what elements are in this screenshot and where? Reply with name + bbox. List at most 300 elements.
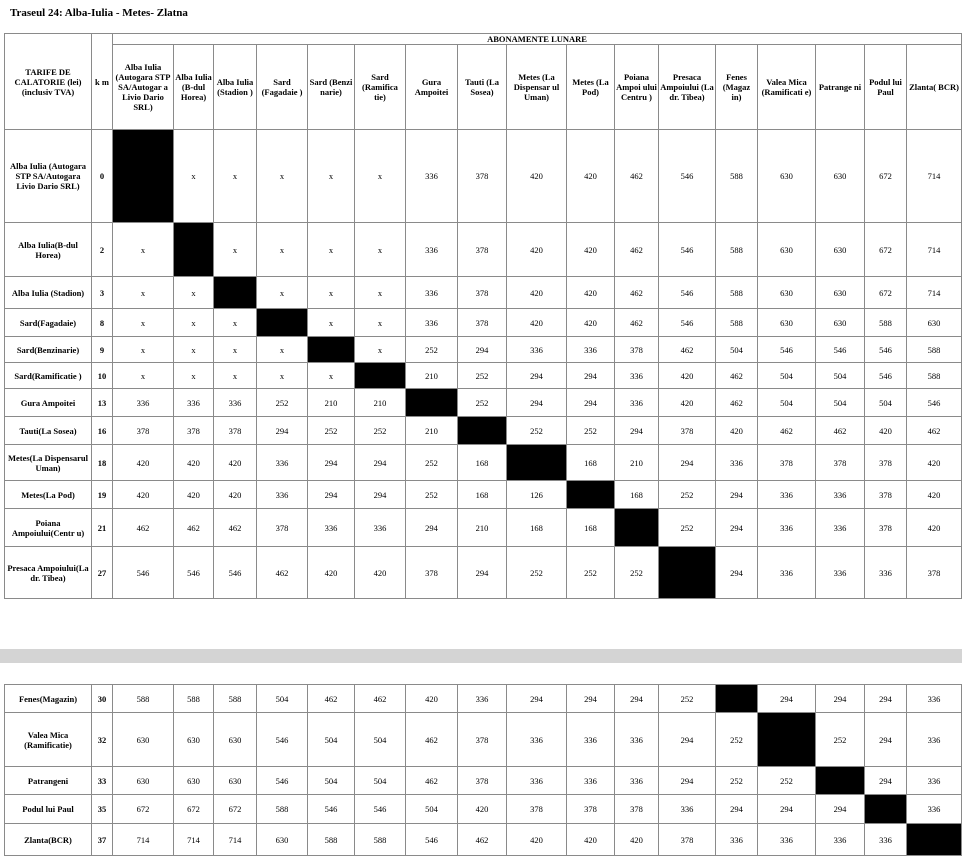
km-value: 9 — [92, 337, 113, 363]
fare-cell: x — [174, 130, 214, 223]
fare-cell: 294 — [816, 795, 865, 824]
fare-cell: 504 — [716, 337, 758, 363]
fare-cell: 378 — [865, 481, 907, 509]
fare-cell: 378 — [406, 547, 458, 599]
fare-cell: 546 — [659, 309, 716, 337]
fare-cell: 252 — [406, 481, 458, 509]
fare-cell: 126 — [507, 481, 567, 509]
stop-header-0: Alba Iulia (Autogara STP SA/Autogar a Livio Dario SRL) — [113, 45, 174, 130]
diagonal-blank-cell — [406, 389, 458, 417]
km-value: 33 — [92, 767, 113, 795]
fare-cell: 504 — [406, 795, 458, 824]
fare-cell: 378 — [458, 713, 507, 767]
fare-cell: x — [355, 277, 406, 309]
fare-cell: 462 — [615, 130, 659, 223]
fare-cell: x — [355, 337, 406, 363]
fare-cell: 420 — [507, 277, 567, 309]
fare-cell: 630 — [758, 309, 816, 337]
fare-cell: 294 — [355, 481, 406, 509]
km-value: 16 — [92, 417, 113, 445]
fare-cell: 378 — [758, 445, 816, 481]
fare-cell: 420 — [865, 417, 907, 445]
fare-cell: 462 — [615, 277, 659, 309]
fare-cell: 336 — [615, 767, 659, 795]
fare-cell: 546 — [406, 824, 458, 856]
fare-cell: 630 — [816, 130, 865, 223]
fare-cell: 378 — [865, 445, 907, 481]
table-row — [5, 824, 962, 856]
fare-cell: 378 — [816, 445, 865, 481]
fare-cell: 252 — [716, 713, 758, 767]
fare-cell: 546 — [907, 389, 962, 417]
fare-cell: 336 — [406, 277, 458, 309]
fare-cell: 462 — [758, 417, 816, 445]
stop-header-4: Sard (Benzi narie) — [308, 45, 355, 130]
fare-cell: 378 — [458, 223, 507, 277]
fare-cell: 420 — [567, 824, 615, 856]
fare-cell: x — [257, 337, 308, 363]
fare-cell: 336 — [308, 509, 355, 547]
diagonal-blank-cell — [758, 713, 816, 767]
fare-cell: 336 — [174, 389, 214, 417]
fare-cell: x — [214, 363, 257, 389]
fare-cell: 504 — [257, 685, 308, 713]
fare-cell: 420 — [907, 481, 962, 509]
fare-cell: 378 — [174, 417, 214, 445]
stop-header-3: Sard (Fagadaie ) — [257, 45, 308, 130]
stop-header-12: Fenes (Magaz in) — [716, 45, 758, 130]
km-value: 21 — [92, 509, 113, 547]
fare-cell: 588 — [907, 363, 962, 389]
fare-cell: 210 — [615, 445, 659, 481]
fare-cell: 462 — [214, 509, 257, 547]
fare-cell: 378 — [865, 509, 907, 547]
fare-cell: 336 — [507, 713, 567, 767]
table-row — [5, 337, 962, 363]
fare-cell: 294 — [567, 389, 615, 417]
fare-table-part-2 — [4, 684, 962, 856]
fare-cell: 336 — [567, 713, 615, 767]
fare-cell: 546 — [659, 130, 716, 223]
fare-cell: 420 — [174, 481, 214, 509]
diagonal-blank-cell — [174, 223, 214, 277]
fare-cell: 420 — [507, 223, 567, 277]
fare-cell: 420 — [308, 547, 355, 599]
fare-cell: 588 — [174, 685, 214, 713]
fare-cell: 168 — [458, 481, 507, 509]
fare-cell: 588 — [907, 337, 962, 363]
fare-cell: 546 — [257, 713, 308, 767]
fare-cell: 294 — [659, 713, 716, 767]
table-row — [5, 277, 962, 309]
fare-cell: 294 — [355, 445, 406, 481]
fare-cell: x — [308, 130, 355, 223]
fare-cell: 378 — [257, 509, 308, 547]
fare-cell: 462 — [406, 767, 458, 795]
fare-cell: 336 — [816, 509, 865, 547]
fare-cell: 336 — [113, 389, 174, 417]
stop-header-7: Tauti (La Sosea) — [458, 45, 507, 130]
fare-cell: 168 — [507, 509, 567, 547]
station-name: Gura Ampoitei — [5, 389, 92, 417]
fare-cell: 504 — [865, 389, 907, 417]
stop-header-row — [5, 45, 962, 130]
fare-cell: 546 — [257, 767, 308, 795]
fare-cell: 630 — [816, 277, 865, 309]
fare-cell: 252 — [659, 509, 716, 547]
fare-cell: 714 — [907, 223, 962, 277]
fare-cell: 294 — [758, 795, 816, 824]
fare-cell: 672 — [865, 277, 907, 309]
fare-cell: 252 — [308, 417, 355, 445]
fare-cell: 672 — [214, 795, 257, 824]
km-value: 8 — [92, 309, 113, 337]
fare-cell: x — [308, 309, 355, 337]
fare-cell: 378 — [458, 277, 507, 309]
fare-cell: x — [174, 337, 214, 363]
fare-cell: 294 — [507, 389, 567, 417]
fare-cell: 420 — [716, 417, 758, 445]
fare-cell: 630 — [758, 223, 816, 277]
diagonal-blank-cell — [907, 824, 962, 856]
station-name: Metes(La Dispensarul Uman) — [5, 445, 92, 481]
fare-cell: 378 — [659, 417, 716, 445]
fare-cell: 336 — [257, 481, 308, 509]
fare-cell: 252 — [816, 713, 865, 767]
monthly-passes-header: ABONAMENTE LUNARE — [113, 34, 962, 45]
fare-cell: 378 — [567, 795, 615, 824]
fare-cell: 336 — [816, 824, 865, 856]
station-name: Zlanta(BCR) — [5, 824, 92, 856]
fare-cell: 294 — [567, 685, 615, 713]
fare-cell: 630 — [113, 713, 174, 767]
fare-cell: 294 — [458, 547, 507, 599]
fare-cell: x — [308, 223, 355, 277]
fare-cell: 336 — [214, 389, 257, 417]
fare-cell: 630 — [758, 130, 816, 223]
fare-cell: 252 — [758, 767, 816, 795]
fare-cell: 420 — [507, 130, 567, 223]
fare-cell: 462 — [458, 824, 507, 856]
fare-cell: 630 — [174, 767, 214, 795]
fare-cell: 420 — [113, 481, 174, 509]
diagonal-blank-cell — [308, 337, 355, 363]
fare-cell: 420 — [659, 363, 716, 389]
stop-header-13: Valea Mica (Ramificati e) — [758, 45, 816, 130]
fare-cell: 630 — [816, 309, 865, 337]
fare-cell: 672 — [113, 795, 174, 824]
stop-header-2: Alba Iulia (Stadion ) — [214, 45, 257, 130]
fare-cell: 420 — [458, 795, 507, 824]
page-break — [0, 649, 962, 663]
fare-cell: 714 — [214, 824, 257, 856]
table-row — [5, 767, 962, 795]
fare-cell: 462 — [716, 389, 758, 417]
station-name: Alba Iulia (Autogara STP SA/Autogara Livio Dario SRL) — [5, 130, 92, 223]
fare-cell: 462 — [174, 509, 214, 547]
fare-cell: x — [113, 309, 174, 337]
fare-cell: 588 — [257, 795, 308, 824]
fare-cell: 630 — [758, 277, 816, 309]
fare-cell: x — [355, 223, 406, 277]
fare-cell: 336 — [758, 481, 816, 509]
fare-cell: 252 — [257, 389, 308, 417]
station-name: Tauti(La Sosea) — [5, 417, 92, 445]
fare-cell: 420 — [567, 223, 615, 277]
fare-cell: 546 — [659, 277, 716, 309]
fare-cell: 378 — [214, 417, 257, 445]
fare-cell: x — [355, 130, 406, 223]
station-name: Valea Mica (Ramificatie) — [5, 713, 92, 767]
diagonal-blank-cell — [214, 277, 257, 309]
fare-cell: 630 — [214, 767, 257, 795]
km-value: 13 — [92, 389, 113, 417]
fare-cell: x — [214, 130, 257, 223]
fare-cell: 588 — [113, 685, 174, 713]
stop-header-14: Patrange ni — [816, 45, 865, 130]
fare-cell: x — [308, 363, 355, 389]
fare-cell: 210 — [406, 363, 458, 389]
fare-cell: 420 — [907, 445, 962, 481]
diagonal-blank-cell — [507, 445, 567, 481]
fare-cell: 336 — [816, 481, 865, 509]
fare-cell: 336 — [507, 337, 567, 363]
fare-cell: 630 — [174, 713, 214, 767]
fare-cell: x — [214, 309, 257, 337]
diagonal-blank-cell — [355, 363, 406, 389]
fare-cell: 588 — [716, 223, 758, 277]
fare-cell: 504 — [308, 767, 355, 795]
fare-cell: x — [214, 337, 257, 363]
km-value: 32 — [92, 713, 113, 767]
fare-cell: 714 — [907, 277, 962, 309]
fare-cell: 504 — [355, 713, 406, 767]
fare-cell: 420 — [214, 445, 257, 481]
tariff-header: TARIFE DE CALATORIE (lei)(inclusiv TVA) — [5, 34, 92, 130]
table-row — [5, 713, 962, 767]
fare-cell: 294 — [816, 685, 865, 713]
fare-cell: 420 — [507, 824, 567, 856]
fare-cell: 504 — [816, 363, 865, 389]
stop-header-1: Alba Iulia (B-dul Horea) — [174, 45, 214, 130]
fare-cell: 294 — [257, 417, 308, 445]
table-row — [5, 481, 962, 509]
table-row — [5, 795, 962, 824]
station-name: Sard(Fagadaie) — [5, 309, 92, 337]
fare-cell: 210 — [458, 509, 507, 547]
fare-cell: 504 — [355, 767, 406, 795]
fare-cell: 252 — [659, 685, 716, 713]
km-value: 18 — [92, 445, 113, 481]
fare-cell: x — [257, 130, 308, 223]
diagonal-blank-cell — [865, 795, 907, 824]
fare-cell: 588 — [865, 309, 907, 337]
table-row — [5, 130, 962, 223]
station-name: Alba Iulia (Stadion) — [5, 277, 92, 309]
fare-cell: 294 — [458, 337, 507, 363]
fare-cell: 210 — [406, 417, 458, 445]
fare-cell: 336 — [406, 223, 458, 277]
fare-cell: 504 — [758, 363, 816, 389]
station-name: Fenes(Magazin) — [5, 685, 92, 713]
station-name: Sard(Benzinarie) — [5, 337, 92, 363]
fare-cell: 252 — [406, 337, 458, 363]
fare-cell: x — [174, 363, 214, 389]
fare-cell: 294 — [716, 547, 758, 599]
fare-cell: 336 — [907, 685, 962, 713]
fare-cell: 588 — [716, 277, 758, 309]
fare-cell: 462 — [907, 417, 962, 445]
fare-cell: 336 — [406, 130, 458, 223]
fare-cell: 378 — [458, 130, 507, 223]
fare-cell: 336 — [907, 767, 962, 795]
fare-cell: 588 — [308, 824, 355, 856]
fare-cell: 210 — [355, 389, 406, 417]
station-name: Metes(La Pod) — [5, 481, 92, 509]
fare-cell: 336 — [716, 824, 758, 856]
fare-cell: 462 — [615, 223, 659, 277]
km-value: 27 — [92, 547, 113, 599]
fare-cell: 504 — [816, 389, 865, 417]
fare-cell: 462 — [615, 309, 659, 337]
fare-cell: 420 — [113, 445, 174, 481]
fare-cell: x — [257, 277, 308, 309]
fare-cell: 336 — [758, 509, 816, 547]
fare-cell: 672 — [174, 795, 214, 824]
fare-cell: x — [214, 223, 257, 277]
fare-cell: 252 — [659, 481, 716, 509]
fare-cell: 294 — [716, 509, 758, 547]
fare-cell: 378 — [113, 417, 174, 445]
table-row — [5, 445, 962, 481]
fare-cell: x — [174, 277, 214, 309]
fare-cell: 294 — [758, 685, 816, 713]
diagonal-blank-cell — [816, 767, 865, 795]
fare-cell: 420 — [214, 481, 257, 509]
stop-header-8: Metes (La Dispensar ul Uman) — [507, 45, 567, 130]
diagonal-blank-cell — [567, 481, 615, 509]
fare-cell: 252 — [567, 417, 615, 445]
fare-cell: 588 — [214, 685, 257, 713]
fare-cell: 546 — [355, 795, 406, 824]
fare-cell: 546 — [865, 363, 907, 389]
fare-cell: 336 — [615, 389, 659, 417]
fare-cell: 546 — [174, 547, 214, 599]
fare-cell: 588 — [355, 824, 406, 856]
fare-cell: 294 — [865, 685, 907, 713]
fare-cell: 294 — [865, 767, 907, 795]
table-row — [5, 363, 962, 389]
fare-cell: 168 — [458, 445, 507, 481]
station-name: Poiana Ampoiului(Centr u) — [5, 509, 92, 547]
fare-cell: 294 — [567, 363, 615, 389]
fare-cell: 294 — [308, 481, 355, 509]
fare-cell: 294 — [865, 713, 907, 767]
fare-cell: x — [113, 277, 174, 309]
station-name: Podul lui Paul — [5, 795, 92, 824]
fare-cell: 210 — [308, 389, 355, 417]
fare-cell: 168 — [567, 445, 615, 481]
fare-cell: 630 — [816, 223, 865, 277]
fare-cell: 420 — [174, 445, 214, 481]
stop-header-6: Gura Ampoitei — [406, 45, 458, 130]
km-value: 37 — [92, 824, 113, 856]
fare-cell: 462 — [308, 685, 355, 713]
fare-cell: 294 — [615, 417, 659, 445]
fare-cell: 378 — [615, 795, 659, 824]
fare-cell: 336 — [507, 767, 567, 795]
diagonal-blank-cell — [113, 130, 174, 223]
stop-header-11: Presaca Ampoiului (La dr. Tibea) — [659, 45, 716, 130]
fare-cell: 168 — [567, 509, 615, 547]
km-value: 35 — [92, 795, 113, 824]
km-value: 30 — [92, 685, 113, 713]
fare-cell: 672 — [865, 223, 907, 277]
diagonal-blank-cell — [458, 417, 507, 445]
diagonal-blank-cell — [257, 309, 308, 337]
fare-cell: x — [113, 363, 174, 389]
stop-header-10: Poiana Ampoi ului Centru ) — [615, 45, 659, 130]
station-name: Presaca Ampoiului(La dr. Tibea) — [5, 547, 92, 599]
fare-cell: 336 — [406, 309, 458, 337]
fare-cell: 378 — [507, 795, 567, 824]
fare-cell: 420 — [615, 824, 659, 856]
fare-cell: 420 — [567, 277, 615, 309]
fare-cell: 252 — [458, 363, 507, 389]
fare-cell: 546 — [214, 547, 257, 599]
fare-cell: 168 — [615, 481, 659, 509]
fare-cell: 504 — [308, 713, 355, 767]
fare-cell: 294 — [615, 685, 659, 713]
fare-cell: 462 — [257, 547, 308, 599]
stop-header-5: Sard (Ramifica tie) — [355, 45, 406, 130]
fare-cell: 336 — [567, 767, 615, 795]
table-row — [5, 223, 962, 277]
table-row — [5, 547, 962, 599]
fare-cell: 504 — [758, 389, 816, 417]
fare-cell: 252 — [615, 547, 659, 599]
fare-cell: x — [308, 277, 355, 309]
fare-cell: 252 — [567, 547, 615, 599]
fare-cell: 546 — [816, 337, 865, 363]
fare-cell: 294 — [716, 481, 758, 509]
fare-cell: 378 — [458, 767, 507, 795]
fare-cell: 588 — [716, 309, 758, 337]
km-value: 0 — [92, 130, 113, 223]
fare-cell: 294 — [507, 685, 567, 713]
fare-cell: 336 — [659, 795, 716, 824]
fare-cell: 420 — [355, 547, 406, 599]
table-row — [5, 389, 962, 417]
km-value: 2 — [92, 223, 113, 277]
fare-cell: 294 — [659, 445, 716, 481]
fare-cell: 252 — [507, 417, 567, 445]
station-name: Alba Iulia(B-dul Horea) — [5, 223, 92, 277]
table-row — [5, 685, 962, 713]
fare-cell: 420 — [567, 130, 615, 223]
table-row — [5, 417, 962, 445]
fare-cell: 588 — [716, 130, 758, 223]
fare-cell: x — [113, 223, 174, 277]
station-name: Sard(Ramificatie ) — [5, 363, 92, 389]
fare-cell: 294 — [406, 509, 458, 547]
fare-cell: 714 — [113, 824, 174, 856]
stop-header-16: Zlanta( BCR) — [907, 45, 962, 130]
fare-cell: 462 — [406, 713, 458, 767]
fare-cell: 336 — [907, 795, 962, 824]
fare-cell: 336 — [615, 363, 659, 389]
fare-cell: 546 — [865, 337, 907, 363]
